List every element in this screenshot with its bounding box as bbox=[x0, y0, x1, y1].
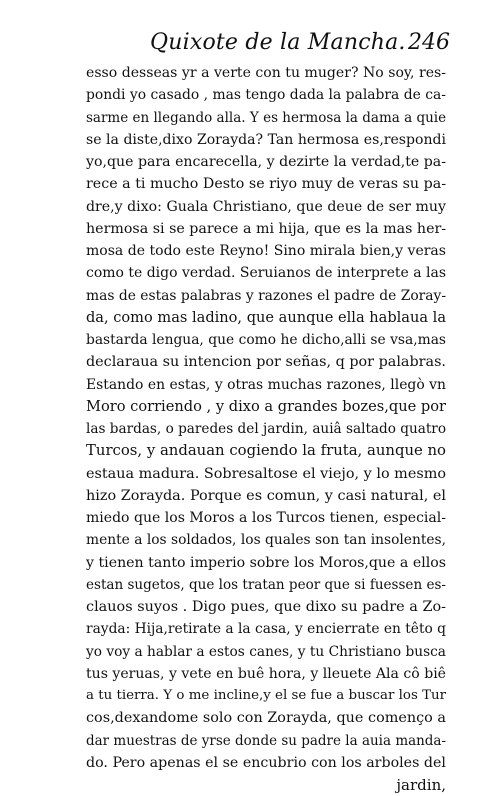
text-line: pondi yo casado , mas tengo dada la palabra de ca- bbox=[86, 87, 446, 104]
text-line: da, como mas ladino, que aunque ella hablaua la bbox=[86, 308, 446, 326]
text-line: esso desseas yr a verte con tu muger? No soy, res- bbox=[86, 65, 446, 81]
catchword: jardin, bbox=[396, 776, 446, 794]
text-line: Moro corriendo , y dixo a grandes bozes,que por bbox=[86, 397, 446, 415]
text-line: yo voy a hablar a estos canes, y tu Christiano busca bbox=[86, 643, 446, 660]
text-line: sarme en llegando alla. Y es hermosa la dama a quie bbox=[86, 109, 447, 126]
text-line: mente a los soldados, los quales son tan insolentes, bbox=[86, 532, 446, 549]
text-line: dar muestras de yrse donde su padre la auia manda- bbox=[86, 732, 446, 749]
page-number: 246 bbox=[408, 30, 450, 55]
text-line: hizo Zorayda. Porque es comun, y casi natural, el bbox=[86, 487, 446, 504]
text-line: cos,dexandome solo con Zorayda, que començo a bbox=[86, 710, 446, 727]
text-line: mas de estas palabras y razones el padre de Zoray- bbox=[86, 287, 446, 304]
body-text bbox=[86, 62, 446, 796]
text-line: a tu tierra. Y o me incline,y el se fue a buscar los Tur bbox=[86, 688, 446, 703]
text-line: tus yeruas, y vete en buê hora, y lleuete Ala cô biê bbox=[86, 665, 446, 682]
text-line: se la diste,dixo Zorayda? Tan hermosa es,respondi bbox=[86, 131, 446, 148]
text-line: declaraua su intencion por señas, q por palabras. bbox=[86, 354, 446, 371]
text-line: do. Pero apenas el se encubrio con los arboles del bbox=[86, 754, 446, 771]
page-header bbox=[150, 30, 450, 64]
text-line: rayda: Hija,retirate a la casa, y encierrate en têto q bbox=[86, 621, 446, 638]
text-line: bastarda lengua, que como he dicho,alli se vsa,mas bbox=[86, 332, 446, 348]
text-line: estan sugetos, que los tratan peor que si fuessen es- bbox=[86, 576, 446, 593]
text-line: Estando en estas, y otras muchas razones, llegò vn bbox=[86, 376, 446, 393]
text-line: estaua madura. Sobresaltose el viejo, y lo mesmo bbox=[86, 465, 446, 482]
text-line: las bardas, o paredes del jardin, auiâ saltado quatro bbox=[86, 421, 447, 437]
text-line: hermosa si se parece a mi hija, que es la mas her- bbox=[86, 220, 447, 237]
text-line: clauos suyos . Digo pues, que dixo su padre a Zo- bbox=[86, 599, 446, 615]
text-line: y tienen tanto imperio sobre los Moros,que a ellos bbox=[86, 554, 446, 571]
text-line: dre,y dixo: Guala Christiano, que deue de ser muy bbox=[86, 198, 446, 215]
text-line: Turcos, y andauan cogiendo la fruta, aunque no bbox=[86, 442, 446, 460]
text-line: mosa de todo este Reyno! Sino mirala bien,y veras bbox=[86, 243, 446, 259]
text-line: rece a ti mucho Desto se riyo muy de veras su pa- bbox=[86, 176, 446, 193]
running-title: Quixote de la Mancha. bbox=[150, 30, 406, 55]
text-line: miedo que los Moros a los Turcos tienen, especial- bbox=[86, 510, 446, 526]
text-line: yo,que para encarecella, y dezirte la verdad,te pa- bbox=[86, 154, 446, 170]
text-line: como te digo verdad. Seruianos de interprete a las bbox=[86, 265, 446, 282]
